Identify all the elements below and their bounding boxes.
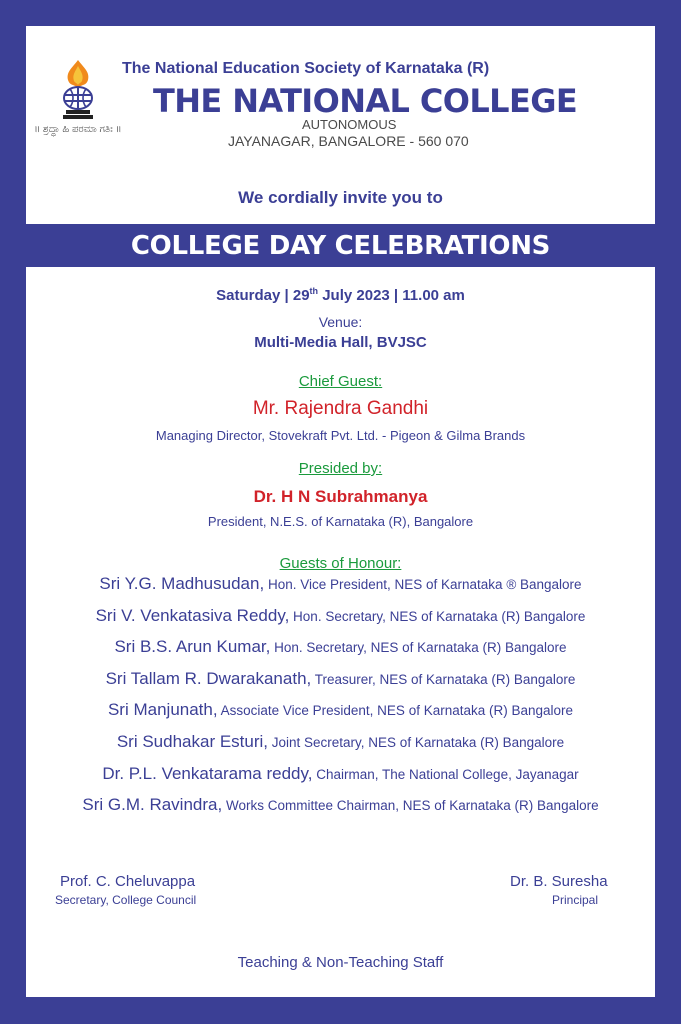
- event-day: Saturday | 29: [216, 287, 310, 304]
- event-banner: COLLEGE DAY CELEBRATIONS: [130, 231, 551, 261]
- presided-by-name: Dr. H N Subrahmanya: [253, 487, 428, 506]
- guest-row: [0, 795, 681, 815]
- guest-name: Sri Y.G. Madhusudan,: [99, 574, 265, 593]
- venue-label: Venue:: [318, 314, 363, 330]
- guest-name: Sri G.M. Ravindra,: [82, 795, 223, 815]
- guest-name: Sri Tallam R. Dwarakanath,: [105, 668, 312, 688]
- guest-name: Sri Manjunath,: [107, 700, 218, 720]
- chief-guest-role: Managing Director, Stovekraft Pvt. Ltd. - Pigeon & Gilma Brands: [155, 428, 526, 443]
- footer-staff: Teaching & Non-Teaching Staff: [237, 954, 444, 971]
- guest-title: Hon. Vice President, NES of Karnataka ® Bangalore: [264, 577, 582, 592]
- guests-of-honour-label: Guests of Honour:: [279, 555, 402, 572]
- guest-row: [0, 764, 681, 784]
- venue-name: Multi-Media Hall, BVJSC: [254, 334, 427, 351]
- college-address: JAYANAGAR, BANGALORE - 560 070: [228, 133, 469, 149]
- guest-title: Works Committee Chairman, NES of Karnataka (R) Bangalore: [222, 798, 599, 814]
- college-motto: ॥ ಶ್ರದ್ಧಾ ಹಿ ಪರಮಾ ಗತಿಃ ॥: [34, 124, 122, 135]
- guest-title: Joint Secretary, NES of Karnataka (R) Bangalore: [268, 735, 565, 750]
- college-name: THE NATIONAL COLLEGE: [153, 82, 578, 120]
- guest-title: Associate Vice President, NES of Karnataka (R) Bangalore: [217, 703, 574, 719]
- event-datetime: [0, 286, 681, 304]
- secretary-role: Secretary, College Council: [55, 893, 197, 907]
- college-logo-icon: [58, 58, 98, 122]
- presided-by-role: President, N.E.S. of Karnataka (R), Bangalore: [207, 514, 474, 529]
- guest-title: Treasurer, NES of Karnataka (R) Bangalore: [311, 671, 576, 687]
- guest-row: [0, 574, 681, 594]
- event-time: July 2023 | 11.00 am: [318, 287, 465, 304]
- guest-row: [0, 637, 681, 657]
- guest-row: [0, 732, 681, 752]
- guest-name: Sri B.S. Arun Kumar,: [114, 637, 271, 657]
- principal-name: Dr. B. Suresha: [510, 873, 608, 890]
- guest-name: Sri Sudhakar Esturi,: [116, 732, 269, 751]
- guest-name: Sri V. Venkatasiva Reddy,: [95, 605, 290, 625]
- guest-row: [0, 669, 681, 689]
- presided-by-label: Presided by:: [298, 460, 383, 477]
- guest-row: [0, 700, 681, 720]
- guest-name: Dr. P.L. Venkatarama reddy,: [102, 763, 313, 783]
- guest-row: [0, 606, 681, 626]
- society-name: The National Education Society of Karnataka (R): [122, 60, 490, 77]
- guest-title: Chairman, The National College, Jayanagar: [312, 766, 579, 782]
- chief-guest-name: Mr. Rajendra Gandhi: [252, 398, 429, 419]
- chief-guest-label: Chief Guest:: [298, 373, 383, 390]
- guest-title: Hon. Secretary, NES of Karnataka (R) Bangalore: [289, 608, 586, 624]
- secretary-name: Prof. C. Cheluvappa: [60, 873, 196, 890]
- guest-title: Hon. Secretary, NES of Karnataka (R) Bangalore: [270, 640, 567, 656]
- date-suffix: th: [309, 286, 319, 296]
- autonomous-label: AUTONOMOUS: [302, 117, 397, 132]
- invite-text: We cordially invite you to: [238, 188, 443, 207]
- principal-role: Principal: [552, 893, 599, 907]
